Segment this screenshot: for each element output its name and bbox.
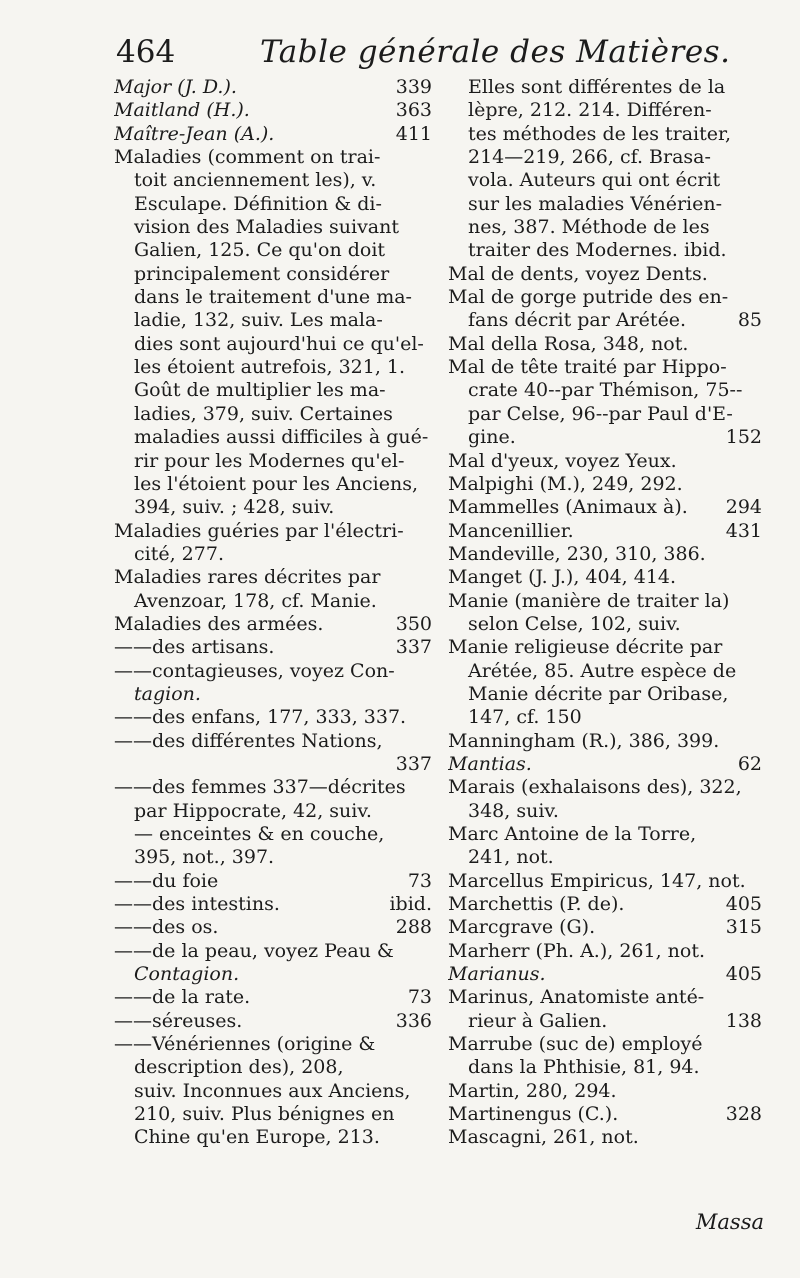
index-entry-line <box>114 870 432 893</box>
index-entry-line <box>448 99 762 122</box>
entry-text: Esculape. Définition & di- <box>134 192 382 215</box>
index-entry-line <box>448 916 762 939</box>
entry-text: Maladies (comment on trai- <box>114 146 381 169</box>
entry-text: Manie (manière de traiter la) <box>448 589 730 612</box>
entry-text: Maître-Jean (A.). <box>114 122 275 145</box>
page-number: 464 <box>116 34 176 70</box>
entry-text: ——contagieuses, voyez Con- <box>114 659 395 682</box>
entry-text: Galien, 125. Ce qu'on doit <box>134 239 386 262</box>
entry-text: Mascagni, 261, not. <box>448 1126 639 1149</box>
entry-text: Martin, 280, 294. <box>448 1079 617 1102</box>
entry-page-number: 62 <box>737 752 762 775</box>
entry-text: Marrube (suc de) employé <box>448 1033 703 1056</box>
entry-page-number: 85 <box>737 309 762 332</box>
index-entry-line <box>114 846 432 869</box>
index-entry-line <box>448 613 762 636</box>
entry-text: par Hippocrate, 42, suiv. <box>134 799 372 822</box>
entry-text: Marherr (Ph. A.), 261, not. <box>448 939 706 962</box>
entry-page-number: 328 <box>725 1103 762 1126</box>
index-entry-line <box>114 286 432 309</box>
index-entry-line <box>448 566 762 589</box>
index-entry-line <box>114 1056 432 1079</box>
index-entry-line <box>114 636 432 659</box>
index-entry-line <box>448 706 762 729</box>
entry-text: Manie religieuse décrite par <box>448 636 723 659</box>
entry-text: Manget (J. J.), 404, 414. <box>448 566 677 589</box>
entry-text: Marcgrave (G). <box>448 916 596 939</box>
index-entry-line <box>114 706 432 729</box>
index-entry-line <box>448 146 762 169</box>
entry-text: maladies aussi difficiles à gué- <box>134 426 429 449</box>
index-entry-line <box>114 520 432 543</box>
index-entry-line <box>448 986 762 1009</box>
entry-text: Mal de dents, voyez Dents. <box>448 262 708 285</box>
entry-text: par Celse, 96--par Paul d'E- <box>468 402 733 425</box>
entry-text: Maitland (H.). <box>114 99 250 122</box>
entry-page-number: 138 <box>725 1009 762 1032</box>
entry-text: Maladies des armées. <box>114 612 324 635</box>
index-entry-line <box>448 823 762 846</box>
entry-text: ——Vénériennes (origine & <box>114 1033 376 1056</box>
entry-text: 395, not., 397. <box>134 846 275 869</box>
entry-page-number: 337 <box>395 636 432 659</box>
entry-text: sur les maladies Vénérien- <box>468 192 723 215</box>
index-entry-line <box>448 76 762 99</box>
running-header <box>116 32 756 72</box>
entry-page-number: 411 <box>395 122 432 145</box>
entry-page-number: 431 <box>725 519 762 542</box>
index-entry-line <box>114 753 432 776</box>
entry-text: tes méthodes de les traiter, <box>468 122 732 145</box>
index-entry-line <box>114 403 432 426</box>
index-entry-line <box>448 893 762 916</box>
index-entry-line <box>448 660 762 683</box>
index-entry-line <box>114 800 432 823</box>
index-entry-line <box>448 450 762 473</box>
entry-text: rir pour les Modernes qu'el- <box>134 449 405 472</box>
entry-text: dies sont aujourd'hui ce qu'el- <box>134 332 424 355</box>
entry-text: Goût de multiplier les ma- <box>134 379 386 402</box>
index-entry-line <box>448 123 762 146</box>
entry-text: fans décrit par Arétée. <box>468 309 687 332</box>
entry-text: Mancenillier. <box>448 519 574 542</box>
index-entry-line <box>114 193 432 216</box>
entry-text: tagion. <box>134 682 201 705</box>
index-entry-line <box>114 356 432 379</box>
left-column <box>114 76 432 1216</box>
index-entry-line <box>114 1103 432 1126</box>
index-entry-line <box>114 263 432 286</box>
index-entry-line <box>114 1126 432 1149</box>
entry-text: — enceintes & en couche, <box>134 823 385 845</box>
entry-text: traiter des Modernes. ibid. <box>468 239 727 262</box>
index-entry-line <box>114 309 432 332</box>
entry-text: lèpre, 212. 214. Différen- <box>468 99 712 122</box>
index-entry-line <box>114 1033 432 1056</box>
entry-text: Mal d'yeux, voyez Yeux. <box>448 449 677 472</box>
index-entry-line <box>448 683 762 706</box>
entry-text: Mal della Rosa, 348, not. <box>448 332 689 355</box>
index-entry-line <box>448 403 762 426</box>
entry-text: 214—219, 266, cf. Brasa- <box>468 146 711 169</box>
entry-page-number: 315 <box>725 916 762 939</box>
index-entry-line <box>114 426 432 449</box>
entry-text: ladies, 379, suiv. Certaines <box>134 402 393 425</box>
index-entry-line <box>114 146 432 169</box>
index-entry-line <box>114 940 432 963</box>
entry-text: Martinengus (C.). <box>448 1103 619 1126</box>
entry-text: Mammelles (Animaux à). <box>448 496 688 519</box>
index-entry-line <box>448 426 762 449</box>
index-entry-line <box>114 333 432 356</box>
entry-text: gine. <box>468 426 516 449</box>
index-entry-line <box>114 1080 432 1103</box>
entry-text: selon Celse, 102, suiv. <box>468 612 681 635</box>
entry-text: ——séreuses. <box>114 1009 243 1032</box>
entry-text: ladie, 132, suiv. Les mala- <box>134 309 383 332</box>
index-entry-line <box>114 543 432 566</box>
entry-text: ——des artisans. <box>114 636 275 659</box>
index-entry-line <box>114 660 432 683</box>
entry-text: description des), 208, <box>134 1056 344 1079</box>
index-entry-line <box>114 496 432 519</box>
index-entry-line <box>114 123 432 146</box>
index-entry-line <box>114 776 432 799</box>
entry-page-number: 350 <box>395 612 432 635</box>
index-entry-line <box>448 590 762 613</box>
entry-text: 348, suiv. <box>468 799 559 822</box>
page-title: Table générale des Matières. <box>260 34 731 70</box>
entry-text: ——de la peau, voyez Peau & <box>114 939 394 962</box>
entry-text: Chine qu'en Europe, 213. <box>134 1126 380 1149</box>
entry-text: rieur à Galien. <box>468 1009 608 1032</box>
entry-text: Mandeville, 230, 310, 386. <box>448 542 706 565</box>
index-entry-line <box>448 753 762 776</box>
entry-text: Marinus, Anatomiste anté- <box>448 986 705 1009</box>
entry-page-number: 73 <box>407 986 432 1009</box>
entry-text: crate 40--par Thémison, 75-- <box>468 379 743 402</box>
index-entry-line <box>448 776 762 799</box>
entry-text: principalement considérer <box>134 262 390 285</box>
index-entry-line <box>448 239 762 262</box>
index-entry-line <box>448 1010 762 1033</box>
index-entry-line <box>448 1103 762 1126</box>
index-entry-line <box>448 1080 762 1103</box>
index-entry-line <box>448 169 762 192</box>
index-entry-line <box>448 543 762 566</box>
entry-text: les l'étoient pour les Anciens, <box>134 472 418 495</box>
entry-text: vola. Auteurs qui ont écrit <box>468 169 721 192</box>
index-entry-line <box>114 1010 432 1033</box>
entry-page-number: 152 <box>725 426 762 449</box>
index-entry-line <box>114 683 432 706</box>
entry-text: les étoient autrefois, 321, 1. <box>134 356 406 379</box>
index-entry-line <box>114 986 432 1009</box>
entry-text: nes, 387. Méthode de les <box>468 216 710 239</box>
entry-text: 241, not. <box>468 846 554 869</box>
entry-text: dans le traitement d'une ma- <box>134 286 412 309</box>
index-entry-line <box>114 613 432 636</box>
entry-text: Arétée, 85. Autre espèce de <box>468 659 737 682</box>
entry-page-number: 294 <box>725 496 762 519</box>
index-entry-line <box>114 76 432 99</box>
index-entry-line <box>114 99 432 122</box>
index-entry-line <box>114 216 432 239</box>
entry-text: Mantias. <box>448 752 532 775</box>
index-entry-line <box>448 263 762 286</box>
index-entry-line <box>114 590 432 613</box>
entry-text: Mal de tête traité par Hippo- <box>448 356 727 379</box>
entry-text: dans la Phthisie, 81, 94. <box>468 1056 700 1079</box>
entry-text: 210, suiv. Plus bénignes en <box>134 1103 395 1126</box>
entry-text: Malpighi (M.), 249, 292. <box>448 472 683 495</box>
index-entry-line <box>448 356 762 379</box>
entry-text: ——des os. <box>114 916 219 939</box>
entry-page-number: ibid. <box>389 893 432 916</box>
right-column <box>448 76 762 1216</box>
entry-text: Marianus. <box>448 963 546 986</box>
entry-text: ——des femmes 337—décrites <box>114 776 406 799</box>
entry-text: ——de la rate. <box>114 986 251 1009</box>
entry-text: Major (J. D.). <box>114 76 237 98</box>
entry-text: 147, cf. 150 <box>468 706 582 729</box>
index-entry-line <box>114 450 432 473</box>
index-entry-line <box>448 846 762 869</box>
index-entry-line <box>448 379 762 402</box>
index-entry-line <box>448 940 762 963</box>
entry-text: Avenzoar, 178, cf. Manie. <box>134 589 377 612</box>
index-entry-line <box>448 309 762 332</box>
index-entry-line <box>448 1033 762 1056</box>
entry-text: Contagion. <box>134 963 240 986</box>
index-entry-line <box>448 193 762 216</box>
index-entry-line <box>448 870 762 893</box>
entry-text: Marais (exhalaisons des), 322, <box>448 776 742 799</box>
entry-text: toit anciennement les), v. <box>134 169 377 192</box>
entry-text: ——des intestins. <box>114 893 280 916</box>
entry-text: Mal de gorge putride des en- <box>448 286 729 309</box>
entry-text: Maladies rares décrites par <box>114 566 381 589</box>
index-entry-line <box>114 379 432 402</box>
index-entry-line <box>448 1056 762 1079</box>
entry-text: 394, suiv. ; 428, suiv. <box>134 496 335 519</box>
index-entry-line <box>448 1126 762 1149</box>
entry-text: vision des Maladies suivant <box>134 216 400 239</box>
index-entry-line <box>448 636 762 659</box>
index-entry-line <box>114 730 432 753</box>
index-entry-line <box>448 333 762 356</box>
entry-text: cité, 277. <box>134 542 224 565</box>
entry-text: Manningham (R.), 386, 399. <box>448 729 720 752</box>
index-entry-line <box>448 730 762 753</box>
index-entry-line <box>448 963 762 986</box>
entry-text: Marcellus Empiricus, 147, not. <box>448 869 746 892</box>
entry-page-number: 73 <box>407 869 432 892</box>
entry-text: Elles sont différentes de la <box>468 76 726 98</box>
index-entry-line <box>114 823 432 846</box>
index-entry-line <box>448 216 762 239</box>
index-entry-line <box>114 473 432 496</box>
index-entry-line <box>114 893 432 916</box>
index-entry-line <box>114 239 432 262</box>
entry-text: Marchettis (P. de). <box>448 893 625 916</box>
index-entry-line <box>448 520 762 543</box>
index-entry-line <box>114 566 432 589</box>
entry-text: Maladies guéries par l'électri- <box>114 519 404 542</box>
entry-page-number: 336 <box>395 1009 432 1032</box>
index-entry-line <box>114 169 432 192</box>
index-entry-line <box>448 496 762 519</box>
entry-text: ——des différentes Nations, <box>114 729 383 752</box>
entry-page-number: 288 <box>395 916 432 939</box>
catchword: Massa <box>695 1210 764 1234</box>
entry-page-number: 405 <box>725 893 762 916</box>
entry-text: ——du foie <box>114 869 219 892</box>
entry-text: suiv. Inconnues aux Anciens, <box>134 1079 411 1102</box>
index-entry-line <box>448 286 762 309</box>
entry-page-number: 363 <box>395 99 432 122</box>
entry-text: ——des enfans, 177, 333, 337. <box>114 706 407 729</box>
entry-page-number: 405 <box>725 963 762 986</box>
entry-text: Manie décrite par Oribase, <box>468 682 729 705</box>
index-entry-line <box>448 473 762 496</box>
index-entry-line <box>114 916 432 939</box>
entry-text: Marc Antoine de la Torre, <box>448 823 697 845</box>
entry-page-number: 339 <box>395 76 432 98</box>
index-entry-line <box>114 963 432 986</box>
entry-page-number: 337 <box>395 752 432 775</box>
index-entry-line <box>448 800 762 823</box>
